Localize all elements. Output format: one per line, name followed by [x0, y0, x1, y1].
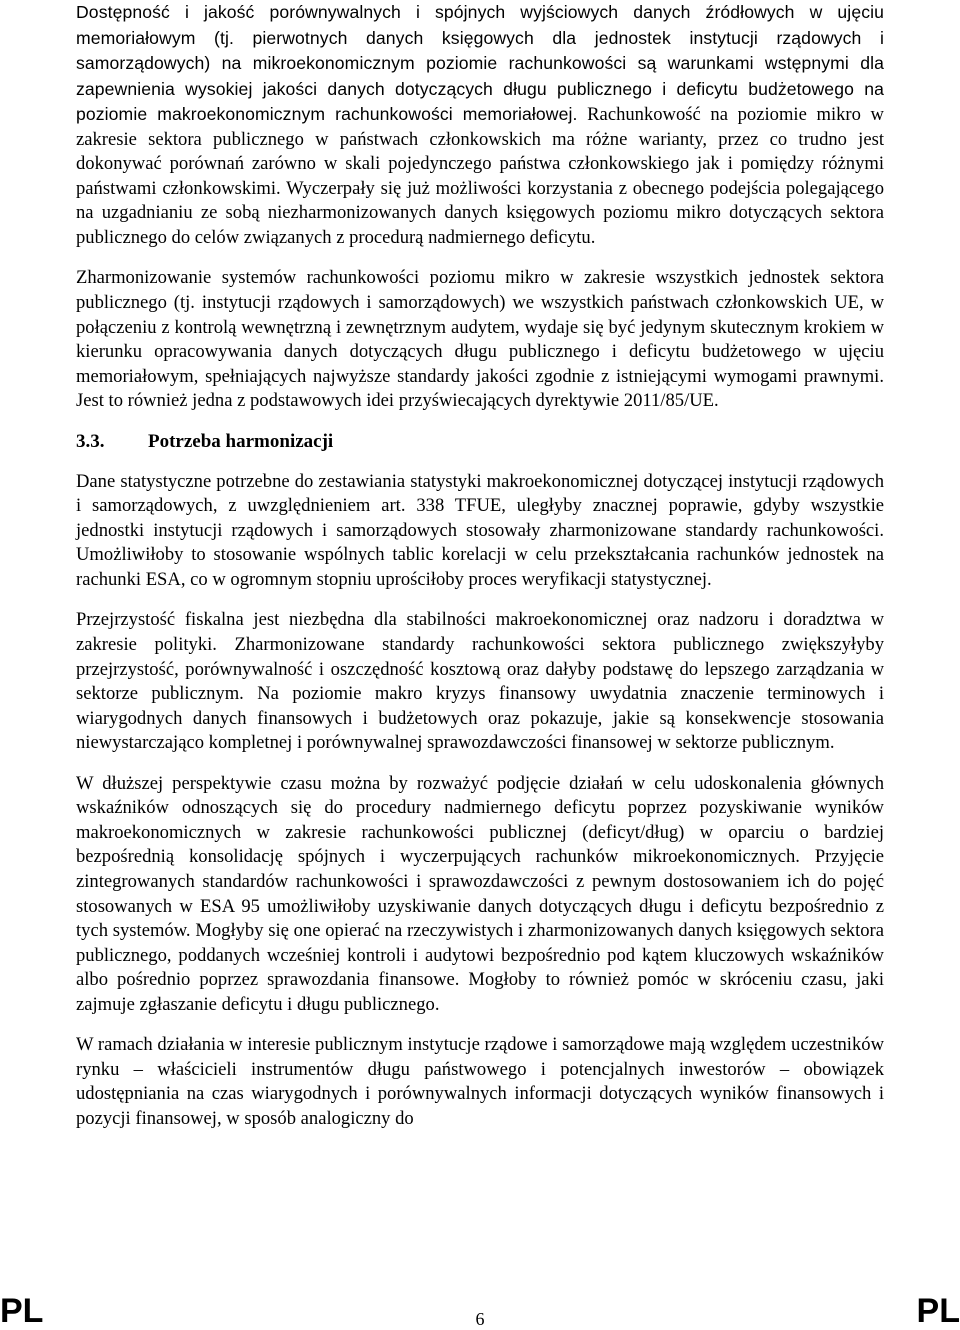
section-number: 3.3.: [76, 430, 105, 452]
footer-language-code-right: PL: [916, 1292, 960, 1330]
paragraph-harmonization-systems: Zharmonizowanie systemów rachunkowości poziomu mikro w zakresie wszystkich jednostek sektora publicznego (tj. instytucji rządowych i samorządowych) we wszystkich państwach członkowskich UE, w połączeniu z kontrolą wewnętrzną i zewnętrznym audytem, wydaje się być jedynym skutecznym krokiem w kierunku opracowywania danych dotyczących długu publicznego i deficytu budżetowego w ujęciu memoriałowym, spełniających najwyższe standardy jakości zgodnie z istniejącymi wymogami prawnymi. Jest to również jedna z podstawowych idei przyświecających dyrektywie 2011/85/UE.: [76, 267, 884, 412]
page-number: 6: [475, 1309, 485, 1329]
paragraph-public-interest: W ramach działania w interesie publicznym instytucje rządowe i samorządowe mają względem uczestników rynku – właścicieli instrumentów długu państwowego i potencjalnych inwestorów – obowiązek udostępniania na czas wiarygodnych i porównywalnych informacji dotyczących wyników finansowych i pozycji finansowej, w sposób analogiczny do: [76, 1034, 884, 1129]
paragraph-long-term-perspective: W dłuższej perspektywie czasu można by rozważyć podjęcie działań w celu udoskonalenia głównych wskaźników odnoszących się do procedury nadmiernego deficytu poprzez pozyskiwanie wyników makroekonomicznych w zakresie rachunkowości publicznej (deficyt/dług) w oparciu o bardziej bezpośrednią konsolidację spójnych i wyczerpujących rachunków mikroekonomicznych. Przyjęcie zintegrowanych standardów rachunkowości i sprawozdawczości z pewnym dostosowaniem ich do pojęć stosowanych w ESA 95 umożliwiłoby uzyskiwanie danych dotyczących długu i deficytu bezpośrednio z tych systemów. Mogłyby się one opierać na rzeczywistych i zharmonizowanych danych księgowych sektora publicznego, poddanych wcześniej kontroli i audytowi bezpośrednio pod kątem kluczowych wskaźników albo pośrednio poprzez sprawozdania finansowe. Mogłoby to również pomóc w skróceniu czasu, jaki zajmuje zgłaszanie deficytu i długu publicznego.: [76, 772, 884, 1015]
paragraph-intro: [76, 0, 884, 250]
document-body: [76, 0, 884, 1147]
section-title: Potrzeba harmonizacji: [148, 430, 334, 452]
paragraph-intro-serif-text: Rachunkowość na poziomie mikro w zakresie sektora publicznego w państwach członkowskich ma różne warianty, przez co trudno jest dokonywać porównań zarówno w skali pojedynczego państwa członkowskiego jak i pomiędzy różnymi państwami członkowskimi. Wyczerpały się już możliwości korzystania z obecnego podejścia polegającego na uzgadnianiu ze sobą niezharmonizowanych danych księgowych poziomu mikro dotyczących sektora publicznego do celów związanych z procedurą nadmiernego deficytu.: [76, 104, 884, 248]
paragraph-intro-sans-text: Dostępność i jakość porównywalnych i spójnych wyjściowych danych źródłowych w ujęciu memoriałowym (tj. pierwotnych danych księgowych dla jednostek instytucji rządowych i samorządowych) na mikroekonomicznym poziomie rachunkowości są warunkami wstępnymi dla zapewnienia wysokiej jakości danych dotyczących długu publicznego i deficytu budżetowego na poziomie makroekonomicznym rachunkowości memoriałowej.: [76, 2, 884, 125]
section-heading: [76, 430, 884, 454]
paragraph-fiscal-transparency: Przejrzystość fiskalna jest niezbędna dla stabilności makroekonomicznej oraz nadzoru i doradztwa w zakresie polityki. Zharmonizowane standardy rachunkowości sektora publicznego zwiększyłyby przejrzystość, porównywalność i oszczędność kosztową oraz dałyby podstawę do lepszego zarządzania w sektorze publicznym. Na poziomie makro kryzys finansowy uwydatnia znaczenie terminowych i wiarygodnych danych finansowych i budżetowych oraz pokazuje, jakie są konsekwencje stosowania niewystarczająco kompletnej i porównywalnej sprawozdawczości finansowej w sektorze publicznym.: [76, 609, 884, 754]
paragraph-statistical-data: Dane statystyczne potrzebne do zestawiania statystyki makroekonomicznej dotyczącej instytucji rządowych i samorządowych, z uwzględnieniem art. 338 TFUE, uległyby znacznej poprawie, gdyby wszystkie jednostki instytucji rządowych i samorządowych stosowały zharmonizowane standardy rachunkowości. Umożliwiłoby to stosowanie wspólnych tablic korelacji w celu przekształcania rachunków jednostek na rachunki ESA, co w ogromnym stopniu uprościłoby proces weryfikacji statystycznej.: [76, 470, 884, 590]
footer-language-code-left: PL: [0, 1292, 44, 1330]
